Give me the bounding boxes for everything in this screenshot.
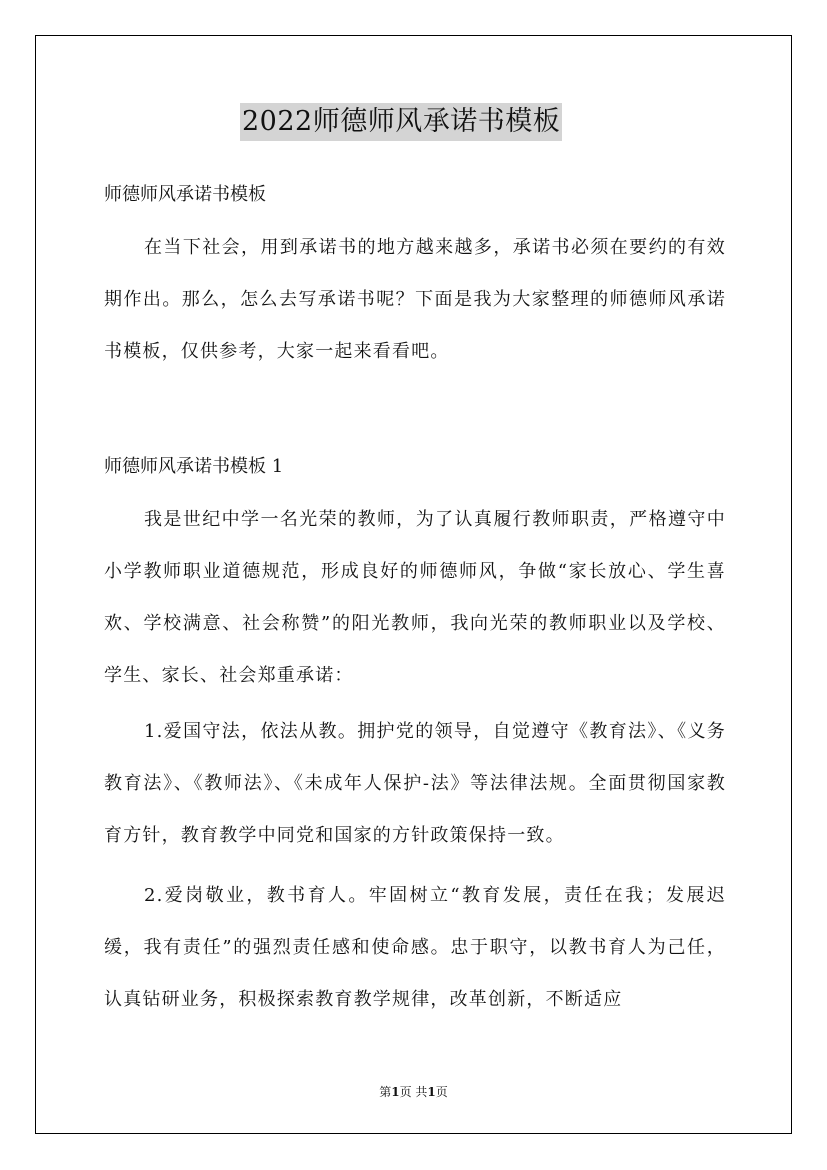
document-subtitle: 师德师风承诺书模板 — [104, 184, 266, 205]
paragraph-item-1: 1.爱国守法，依法从教。拥护党的领导，自觉遵守《教育法》、《义务教育法》、《教师法》、《未成年人保护-法》等法律法规。全面贯彻国家教育方针，教育教学中同党和国家的方针政策保持一致。 — [104, 721, 726, 846]
intro-paragraph: 在当下社会，用到承诺书的地方越来越多，承诺书必须在要约的有效期作出。那么，怎么去写承诺书呢？下面是我为大家整理的师德师风承诺书模板，仅供参考，大家一起来看看吧。 — [104, 237, 726, 362]
paragraph-commitment: 我是世纪中学一名光荣的教师，为了认真履行教师职责，严格遵守中小学教师职业道德规范，形成良好的师德师风，争做“家长放心、学生喜欢、学校满意、社会称赞”的阳光教师，我向光荣的教师职业以及学校、学生、家长、社会郑重承诺： — [104, 509, 726, 686]
footer-page-current: 1 — [391, 1085, 400, 1099]
page-footer — [0, 1084, 827, 1100]
document-title: 2022师德师风承诺书模板 — [240, 103, 562, 141]
section-heading: 师德师风承诺书模板 1 — [104, 456, 284, 477]
footer-prefix: 第 — [379, 1085, 392, 1099]
footer-page-total: 1 — [427, 1085, 436, 1099]
paragraph-item-2: 2.爱岗敬业，教书育人。牢固树立“教育发展，责任在我；发展迟缓，我有责任”的强烈责任感和使命感。忠于职守，以教书育人为己任，认真钻研业务，积极探索教育教学规律，改革创新，不断适应 — [104, 885, 726, 1010]
footer-mid: 页 共 — [399, 1085, 428, 1099]
footer-suffix: 页 — [435, 1085, 448, 1099]
